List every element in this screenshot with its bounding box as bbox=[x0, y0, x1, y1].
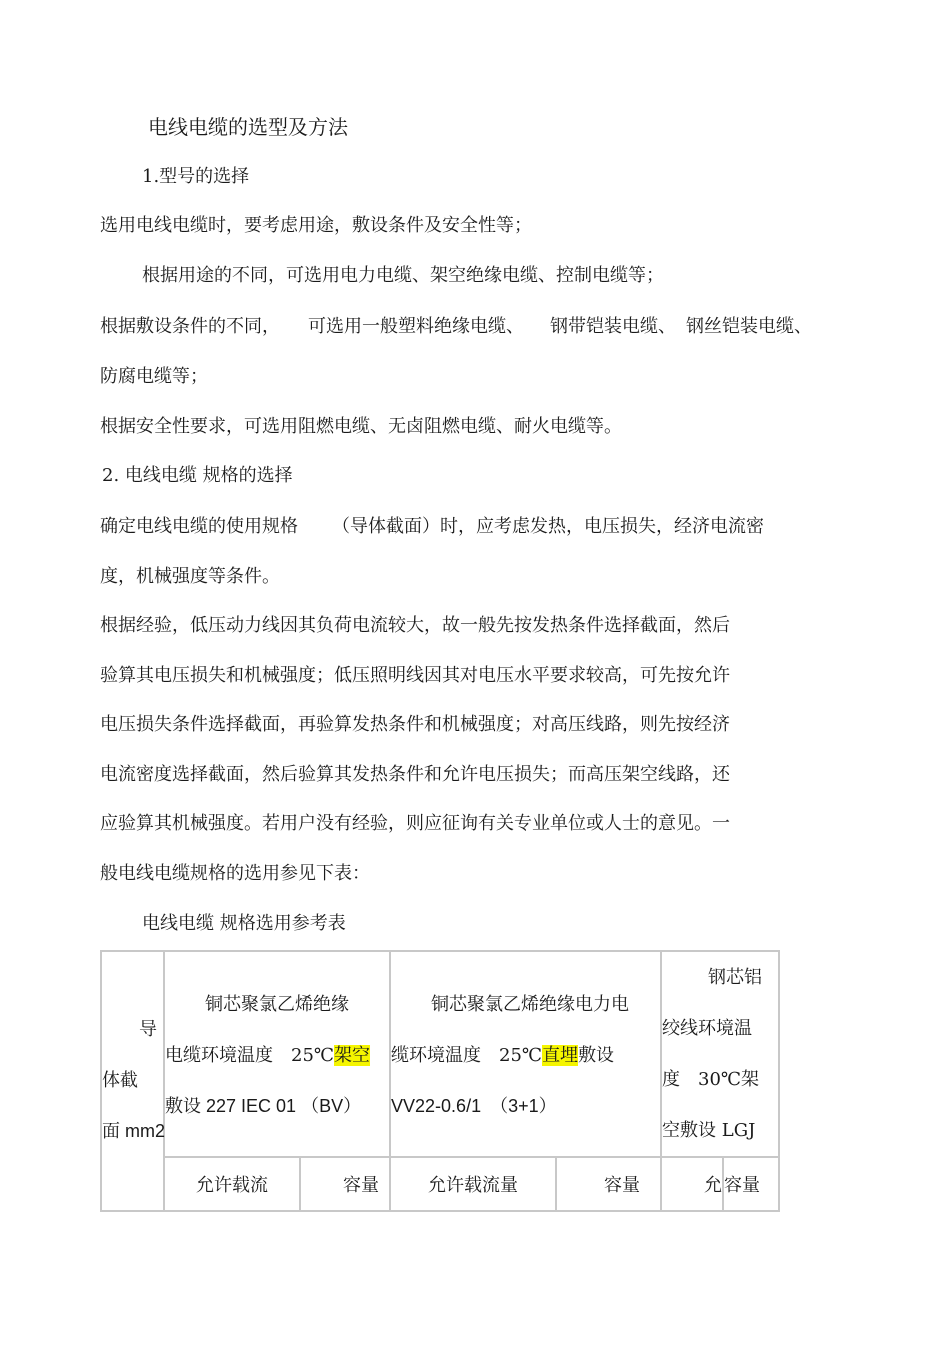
conductor-section-header bbox=[101, 951, 164, 1211]
bv-cable-header bbox=[164, 951, 390, 1157]
text-span: 钢带铠装电缆、 bbox=[550, 316, 676, 337]
subheader-cell: 允许载流 bbox=[164, 1157, 300, 1211]
header-text bbox=[391, 1030, 660, 1081]
subheader-cell: 允 bbox=[661, 1157, 723, 1211]
paragraph-line: 电压损失条件选择截面，再验算发热条件和机械强度；对高压线路，则先按经济 bbox=[100, 714, 730, 735]
paragraph: 根据用途的不同，可选用电力电缆、架空绝缘电缆、控制电缆等； bbox=[142, 265, 664, 286]
paragraph bbox=[100, 315, 812, 339]
table-caption: 电线电缆 规格选用参考表 bbox=[142, 913, 346, 934]
paragraph-line: 般电线电缆规格的选用参见下表： bbox=[100, 863, 370, 884]
paragraph: 选用电线电缆时，要考虑用途，敷设条件及安全性等； bbox=[100, 215, 532, 236]
header-text: 钢芯铝 bbox=[708, 967, 763, 988]
text-span: 敷设 bbox=[578, 1044, 615, 1066]
header-text: 度 30℃架 bbox=[662, 1069, 760, 1090]
text-span: 确定电线电缆的使用规格 bbox=[100, 516, 298, 537]
header-text: 绞线环境温 bbox=[662, 1018, 753, 1039]
header-text bbox=[165, 1030, 389, 1081]
paragraph: 防腐电缆等； bbox=[100, 366, 208, 387]
header-text: 敷设 227 IEC 01 （BV） bbox=[165, 1095, 362, 1116]
lgj-wire-header bbox=[661, 951, 779, 1157]
paragraph: 度，机械强度等条件。 bbox=[100, 566, 280, 587]
header-text: 铜芯聚氯乙烯绝缘 bbox=[205, 993, 349, 1015]
section-heading-1: 1.型号的选择 bbox=[142, 166, 250, 187]
text-span: 可选用一般塑料绝缘电缆、 bbox=[308, 316, 524, 337]
vv22-cable-header bbox=[390, 951, 661, 1157]
paragraph-line: 电流密度选择截面，然后验算其发热条件和允许电压损失；而高压架空线路，还 bbox=[100, 764, 730, 785]
header-text: 空敷设 LGJ bbox=[662, 1120, 756, 1141]
paragraph-line: 根据经验，低压动力线因其负荷电流较大，故一般先按发热条件选择截面，然后 bbox=[100, 615, 730, 636]
header-text: 铜芯聚氯乙烯绝缘电力电 bbox=[431, 993, 630, 1015]
header-text: 体截 bbox=[102, 1070, 138, 1091]
paragraph: 根据安全性要求，可选用阻燃电缆、无卤阻燃电缆、耐火电缆等。 bbox=[100, 416, 622, 437]
header-text: VV22-0.6/1 （3+1） bbox=[391, 1095, 557, 1116]
paragraph bbox=[100, 515, 764, 539]
highlight-overhead: 架空 bbox=[334, 1044, 371, 1066]
subheader-cell: 容量 bbox=[723, 1157, 779, 1211]
subheader-cell: 容量 bbox=[300, 1157, 390, 1211]
subheader-cell: 容量 bbox=[556, 1157, 661, 1211]
document-title: 电线电缆的选型及方法 bbox=[148, 115, 348, 139]
paragraph-line: 验算其电压损失和机械强度；低压照明线因其对电压水平要求较高，可先按允许 bbox=[100, 665, 730, 686]
text-span: 缆环境温度 25℃ bbox=[391, 1044, 543, 1066]
text-span: （导体截面）时，应考虑发热，电压损失，经济电流密 bbox=[332, 516, 764, 537]
highlight-buried: 直埋 bbox=[542, 1044, 579, 1066]
header-text: 导 bbox=[139, 1019, 157, 1040]
subheader-cell: 允许载流量 bbox=[390, 1157, 556, 1211]
text-span: 钢丝铠装电缆、 bbox=[686, 316, 812, 337]
text-span: 电缆环境温度 25℃ bbox=[165, 1044, 335, 1066]
paragraph-line: 应验算其机械强度。若用户没有经验，则应征询有关专业单位或人士的意见。一 bbox=[100, 813, 730, 834]
text-span: 根据敷设条件的不同， bbox=[100, 316, 280, 337]
cable-spec-table bbox=[100, 950, 780, 1212]
header-text: 面 mm2 bbox=[102, 1121, 165, 1141]
section-heading-2: 2. 电线电缆 规格的选择 bbox=[102, 465, 293, 486]
